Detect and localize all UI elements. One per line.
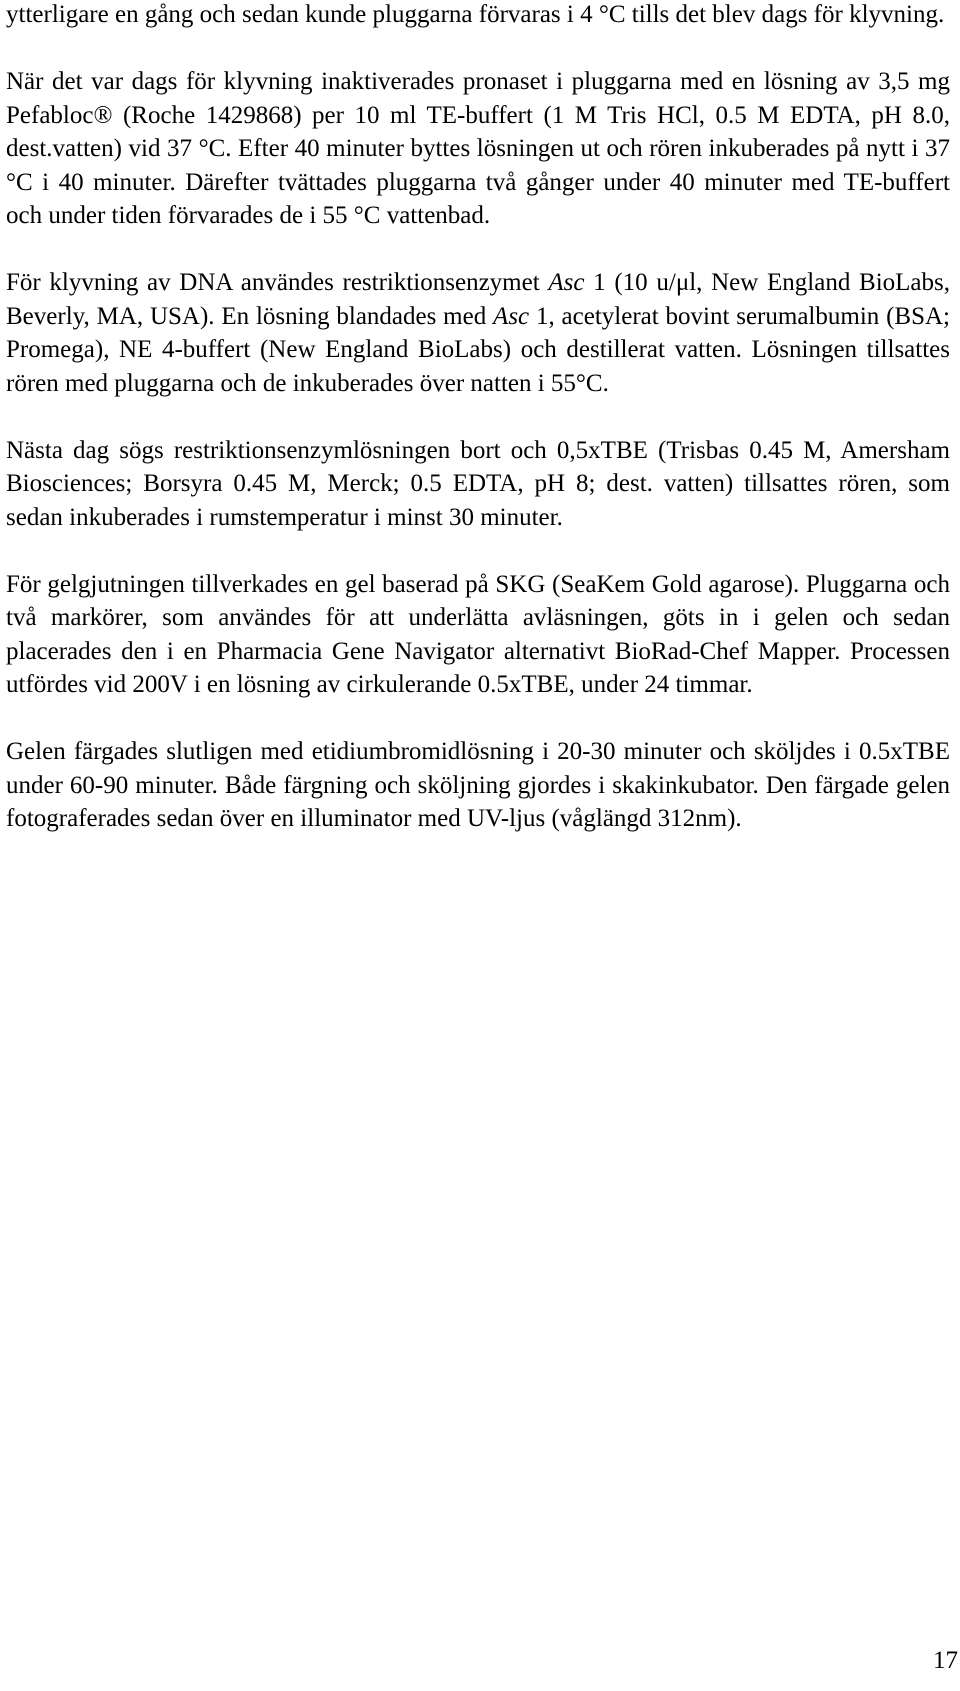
- paragraph-6: [6, 735, 950, 836]
- paragraph-5: [6, 568, 950, 702]
- paragraph-1: [6, 0, 950, 32]
- paragraph-2: [6, 65, 950, 233]
- paragraph-4-text: Nästa dag sögs restriktionsenzymlösningen bort och 0,5xTBE (Trisbas 0.45 M, Amersham Biosciences; Borsyra 0.45 M, Merck; 0.5 EDTA, pH 8; dest. vatten) tillsattes rören, som sedan inkuberades i rumstemperatur i minst 30 minuter.: [6, 436, 950, 531]
- paragraph-1-text: ytterligare en gång och sedan kunde pluggarna förvaras i 4 °C tills det blev dags för klyvning.: [6, 1, 945, 28]
- paragraph-3-text-a: För klyvning av DNA användes restriktionsenzymet: [6, 269, 549, 296]
- paragraph-2-text: När det var dags för klyvning inaktiverades pronaset i pluggarna med en lösning av 3,5 mg Pefabloc® (Roche 1429868) per 10 ml TE-buffert (1 M Tris HCl, 0.5 M EDTA, pH 8.0, dest.vatten) vid 37 °C. Efter 40 minuter byttes lösningen ut och rören inkuberades på nytt i 37 °C i 40 minuter. Därefter tvättades pluggarna två gånger under 40 minuter med TE-buffert och under tiden förvarades de i 55 °C vattenbad.: [6, 68, 950, 229]
- enzyme-name-italic: Asc: [548, 269, 585, 296]
- enzyme-name-italic: Asc: [493, 302, 530, 330]
- page-number: 17: [933, 1647, 958, 1674]
- paragraph-3-text-b: 1 (10 u/μl, New England BioLabs, Beverly, MA, USA). En lösning blandades med: [6, 269, 950, 330]
- paragraph-4: [6, 434, 950, 535]
- paragraph-6-text: Gelen färgades slutligen med etidiumbromidlösning i 20-30 minuter och sköljdes i 0.5xTBE under 60-90 minuter. Både färgning och sköljning gjordes i skakinkubator. Den färgade gelen fotograferades sedan över en illuminator med UV-ljus (våglängd 312nm).: [6, 738, 950, 832]
- paragraph-3: [6, 266, 950, 400]
- paragraph-3-text-c: 1, acetylerat bovint serumalbumin (BSA; Promega), NE 4-buffert (New England BioLabs) och destillerat vatten. Lösningen tillsattes rören med pluggarna och de inkuberades över natten i 55°C.: [6, 302, 950, 397]
- body-text: [6, 0, 950, 869]
- paragraph-5-text: För gelgjutningen tillverkades en gel baserad på SKG (SeaKem Gold agarose). Pluggarna och två markörer, som användes för att underlätta avläsningen, göts in i gelen och sedan placerades den i en Pharmacia Gene Navigator alternativt BioRad-Chef Mapper. Processen utfördes vid 200V i en lösning av cirkulerande 0.5xTBE, under 24 timmar.: [6, 570, 950, 698]
